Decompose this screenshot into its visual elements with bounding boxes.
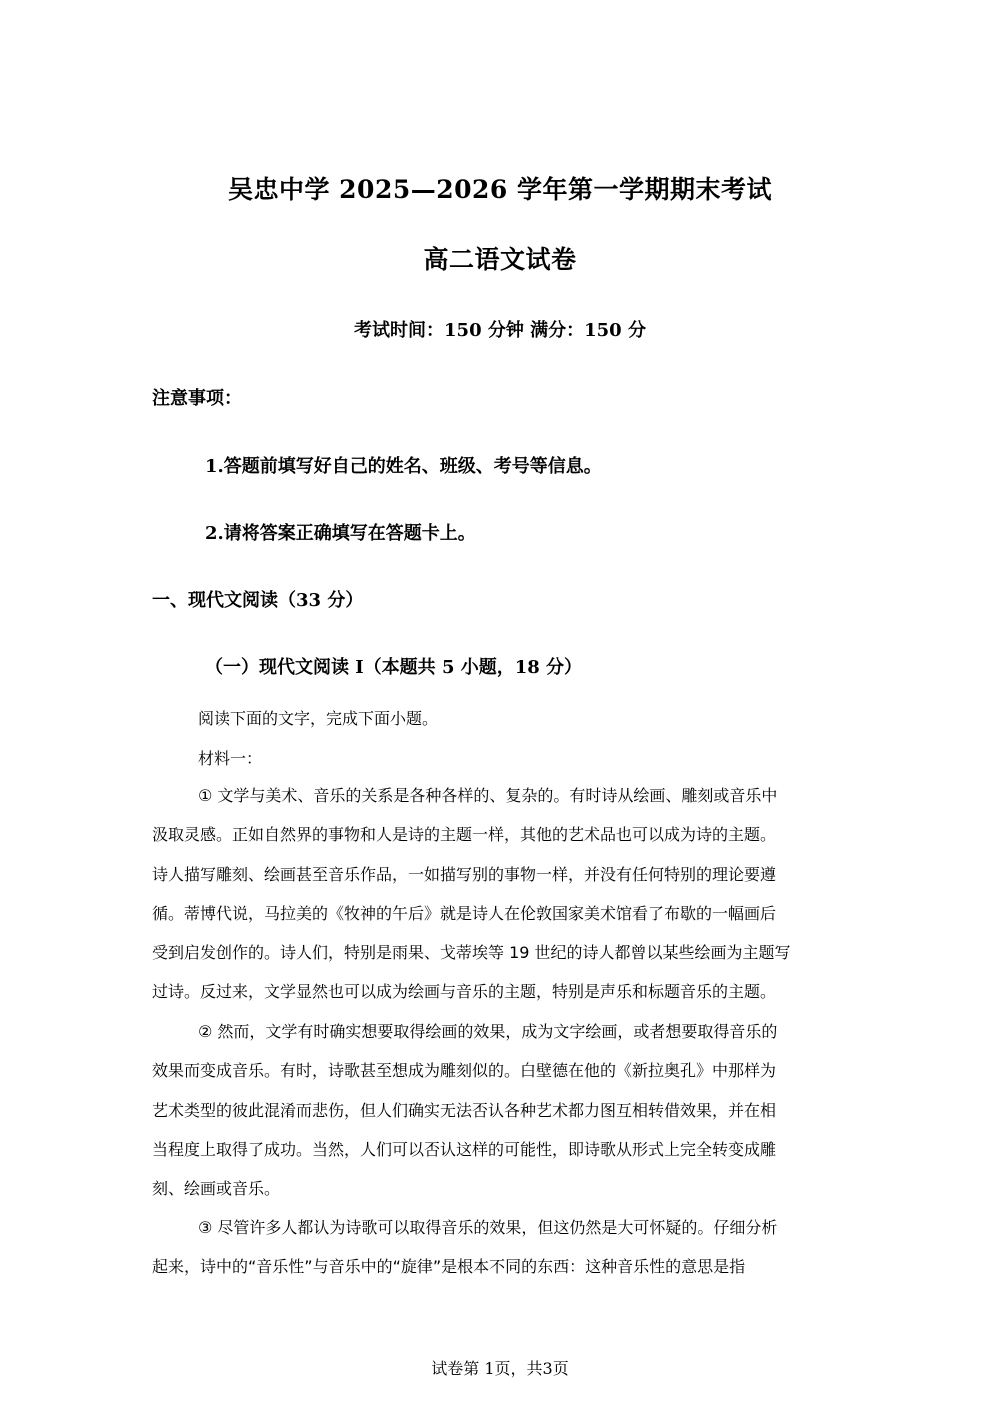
passage-line: 效果而变成音乐。有时，诗歌甚至想成为雕刻似的。白壁德在他的《新拉奥孔》中那样为 — [152, 1061, 777, 1081]
notice-item-2: 2.请将答案正确填写在答题卡上。 — [205, 523, 476, 544]
passage-line: 诗人描写雕刻、绘画甚至音乐作品，一如描写别的事物一样，并没有任何特别的理论要遵 — [152, 864, 777, 884]
passage-line: 起来，诗中的“音乐性”与音乐中的“旋律”是根本不同的东西：这种音乐性的意思是指 — [152, 1257, 746, 1277]
passage-paragraph-3 — [152, 1208, 852, 1287]
subsection-heading: （一）现代文阅读 I（本题共 5 小题，18 分） — [205, 657, 583, 678]
paper-subtitle: 高二语文试卷 — [423, 245, 577, 274]
passage-paragraph-1 — [152, 776, 852, 1012]
passage-line: 艺术类型的彼此混淆而悲伤，但人们确实无法否认各种艺术都力图互相转借效果，并在相 — [152, 1100, 777, 1120]
passage-line: 过诗。反过来，文学显然也可以成为绘画与音乐的主题，特别是声乐和标题音乐的主题。 — [152, 982, 777, 1002]
passage-line: 当程度上取得了成功。当然，人们可以否认这样的可能性，即诗歌从形式上完全转变成雕 — [152, 1139, 777, 1159]
passage-line: ① 文学与美术、音乐的关系是各种各样的、复杂的。有时诗从绘画、雕刻或音乐中 — [198, 786, 778, 805]
page-footer: 试卷第 1页，共3页 — [431, 1359, 569, 1378]
notice-item-1: 1.答题前填写好自己的姓名、班级、考号等信息。 — [205, 456, 602, 477]
notice-heading: 注意事项： — [152, 388, 242, 409]
exam-title: 吴忠中学 2025—2026 学年第一学期期末考试 — [227, 175, 773, 204]
reading-instruction: 阅读下面的文字，完成下面小题。 — [198, 709, 439, 728]
passage-paragraph-2 — [152, 1012, 852, 1208]
passage-line: 受到启发创作的。诗人们，特别是雨果、戈蒂埃等 19 世纪的诗人都曾以某些绘画为主题写 — [152, 943, 791, 963]
passage-line: 汲取灵感。正如自然界的事物和人是诗的主题一样，其他的艺术品也可以成为诗的主题。 — [152, 825, 777, 845]
passage-line: 循。蒂博代说，马拉美的《牧神的午后》就是诗人在伦敦国家美术馆看了布歇的一幅画后 — [152, 903, 777, 923]
passage-line: ③ 尽管许多人都认为诗歌可以取得音乐的效果，但这仍然是大可怀疑的。仔细分析 — [198, 1218, 778, 1237]
passage-line: 刻、绘画或音乐。 — [152, 1179, 281, 1199]
passage-line: ② 然而，文学有时确实想要取得绘画的效果，成为文字绘画，或者想要取得音乐的 — [198, 1022, 778, 1041]
material-label: 材料一： — [198, 749, 263, 768]
exam-info: 考试时间：150 分钟 满分：150 分 — [354, 320, 646, 341]
section-heading: 一、现代文阅读（33 分） — [152, 590, 364, 611]
